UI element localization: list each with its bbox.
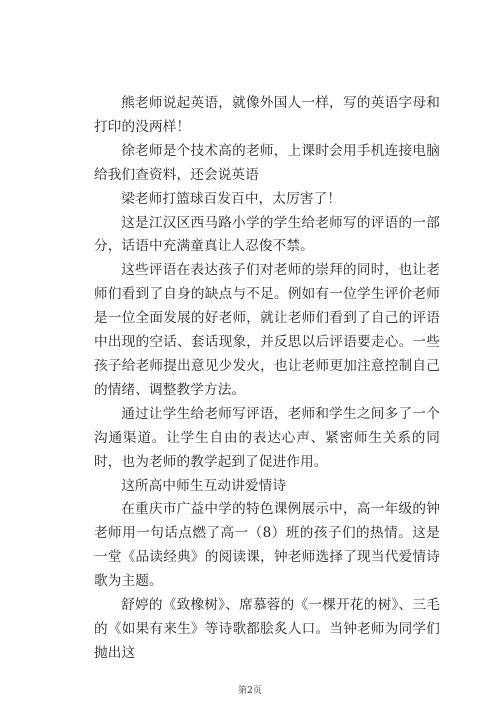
paragraph-5: 这些评语在表达孩子们对老师的崇拜的同时，也让老师们看到了自身的缺点与不足。例如有一位学生评价老师是一位全面发展的好老师，就让老师们看到了自己的评语中出现的空话、套话现象，并反思以后评语要走心。一些孩子给老师提出意见少发火，也让老师更加注意控制自己的情绪、调整教学方法。 (94, 262, 440, 398)
body-text (94, 92, 440, 666)
paragraph-2: 徐老师是个技术高的老师，上课时会用手机连接电脑给我们查资料，还会说英语 (94, 142, 440, 183)
paragraph-3: 梁老师打篮球百发百中，太厉害了！ (121, 190, 342, 207)
page-number: 第2页 (238, 686, 262, 696)
section-heading: 这所高中师生互动讲爱情诗 (121, 477, 287, 494)
paragraph-1: 熊老师说起英语，就像外国人一样，写的英语字母和打印的没两样！ (94, 95, 440, 135)
paragraph-8: 舒婷的《致橡树》、席慕蓉的《一棵开花的树》、三毛的《如果有来生》等诗歌都脍炙人口。当钟老师为同学们抛出这 (94, 597, 440, 661)
paragraph-4: 这是江汉区西马路小学的学生给老师写的评语的一部分，话语中充满童真让人忍俊不禁。 (94, 214, 440, 255)
paragraph-7: 在重庆市广益中学的特色课例展示中，高一年级的钟老师用一句话点燃了高一（8）班的孩子们的热情。这是一堂《品读经典》的阅读课，钟老师选择了现当代爱情诗歌为主题。 (94, 501, 440, 590)
paragraph-6: 通过让学生给老师写评语，老师和学生之间多了一个沟通渠道。让学生自由的表达心声、紧密师生关系的同时，也为老师的教学起到了促进作用。 (94, 405, 440, 470)
